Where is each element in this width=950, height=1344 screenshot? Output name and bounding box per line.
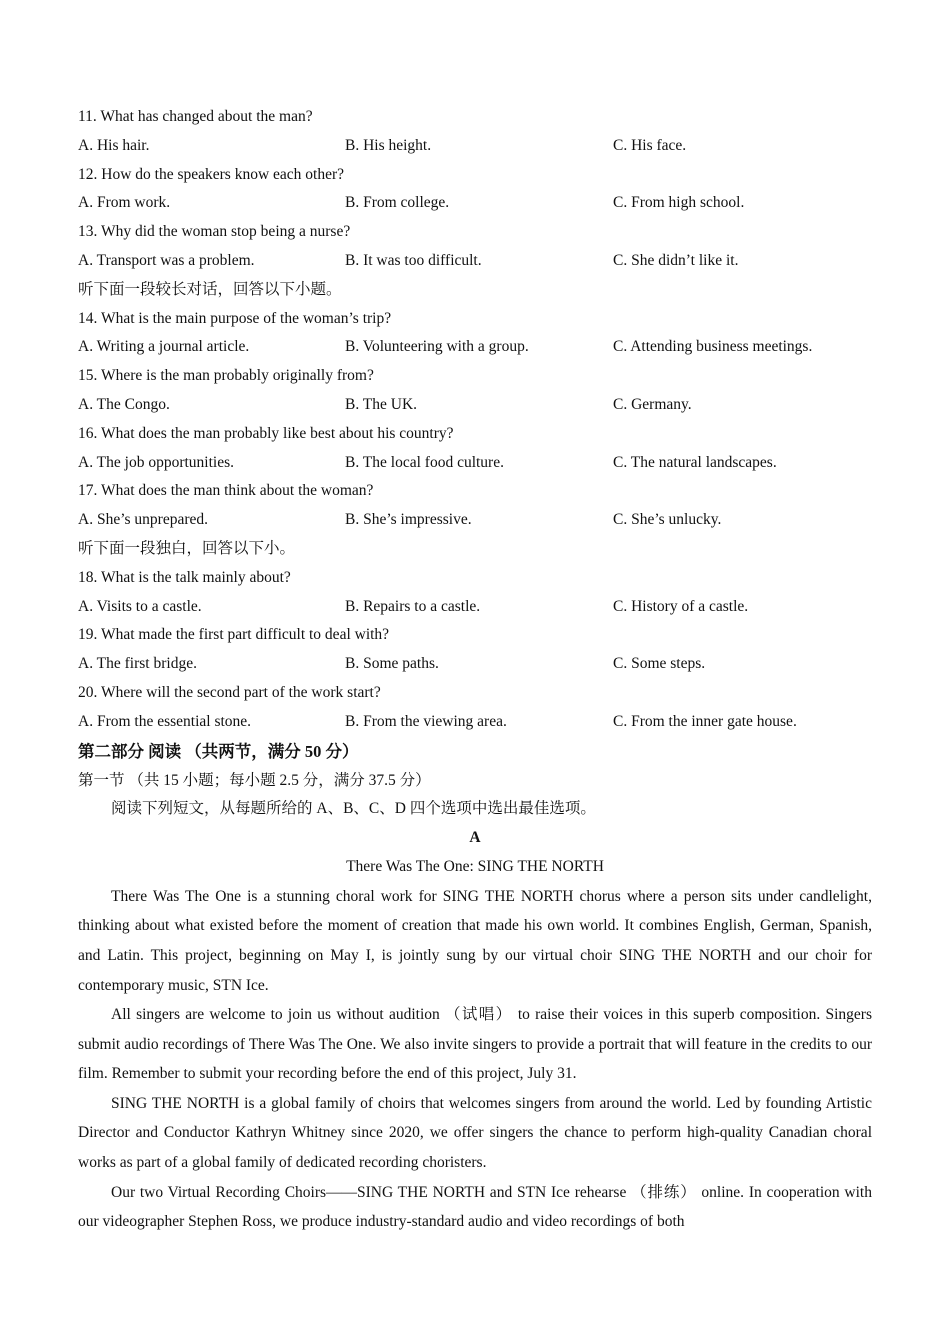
section-subheading: 第一节 （共 15 小题；每小题 2.5 分，满分 37.5 分） bbox=[78, 771, 431, 789]
option-c: C. Attending business meetings. bbox=[613, 338, 813, 356]
options-18 bbox=[78, 593, 872, 622]
option-b: B. Some paths. bbox=[345, 655, 439, 673]
passage-title: There Was The One: SING THE NORTH bbox=[346, 857, 604, 875]
option-a: A. The job opportunities. bbox=[78, 453, 234, 471]
option-c: C. From high school. bbox=[613, 194, 745, 212]
question-15: 15. Where is the man probably originally from? bbox=[78, 367, 374, 385]
section-heading: 第二部分 阅读 （共两节，满分 50 分） bbox=[78, 741, 359, 761]
passage-paragraph-4: Our two Virtual Recording Choirs——SING THE NORTH and STN Ice rehearse （排练） online. In cooperation with our videographer Stephen Ross, we produce industry-standard audio and video recordings of both bbox=[78, 1183, 872, 1231]
instruction-monologue: 听下面一段独白，回答以下小。 bbox=[78, 539, 296, 557]
option-b: B. From college. bbox=[345, 194, 450, 212]
option-c: C. From the inner gate house. bbox=[613, 712, 797, 730]
exam-page bbox=[78, 103, 872, 1237]
instruction-dialogue: 听下面一段较长对话，回答以下小题。 bbox=[78, 280, 342, 298]
option-a: A. His hair. bbox=[78, 136, 150, 154]
options-19 bbox=[78, 650, 872, 679]
option-a: A. From work. bbox=[78, 194, 171, 212]
options-15 bbox=[78, 391, 872, 420]
options-14 bbox=[78, 333, 872, 362]
option-a: A. The Congo. bbox=[78, 395, 170, 413]
options-13 bbox=[78, 247, 872, 276]
question-12: 12. How do the speakers know each other? bbox=[78, 165, 344, 183]
option-a: A. The first bridge. bbox=[78, 655, 197, 673]
option-b: B. From the viewing area. bbox=[345, 712, 507, 730]
options-16 bbox=[78, 449, 872, 478]
passage-paragraph-1: There Was The One is a stunning choral work for SING THE NORTH chorus where a person sits under candlelight, thinking about what existed before the moment of creation that made his own world. It combines English, German, Spanish, and Latin. This project, beginning on May I, is jointly sung by our virtual choir SING THE NORTH and our choir for contemporary music, STN Ice. bbox=[78, 887, 872, 994]
question-11: 11. What has changed about the man? bbox=[78, 108, 313, 125]
option-b: B. The UK. bbox=[345, 395, 418, 413]
passage-paragraph-2: All singers are welcome to join us without audition （试唱） to raise their voices in this superb composition. Singers submit audio recordings of There Was The One. We also invite singers to provide a portrait that will feature in the credits to our film. Remember to submit your recording before the end of this project, July 31. bbox=[78, 1006, 872, 1083]
passage-letter: A bbox=[469, 829, 481, 847]
option-a: A. She’s unprepared. bbox=[78, 511, 208, 529]
option-c: C. Some steps. bbox=[613, 655, 706, 673]
question-block-18-20 bbox=[78, 564, 872, 737]
option-c: C. History of a castle. bbox=[613, 597, 749, 615]
options-20 bbox=[78, 708, 872, 737]
option-b: B. Repairs to a castle. bbox=[345, 597, 481, 615]
option-a: A. From the essential stone. bbox=[78, 712, 252, 730]
question-20: 20. Where will the second part of the work start? bbox=[78, 683, 381, 701]
question-13: 13. Why did the woman stop being a nurse? bbox=[78, 223, 351, 241]
options-11 bbox=[78, 132, 872, 161]
options-17 bbox=[78, 506, 872, 535]
question-14: 14. What is the main purpose of the woman’s trip? bbox=[78, 309, 392, 327]
passage-paragraph-3: SING THE NORTH is a global family of choirs that welcomes singers from around the world. Led by founding Artistic Director and Conductor Kathryn Whitney since 2020, we offer singers the chance to perform high-quality Canadian choral works as part of a global family of dedicated recording choristers. bbox=[78, 1094, 872, 1172]
option-b: B. It was too difficult. bbox=[345, 251, 482, 269]
option-c: C. The natural landscapes. bbox=[613, 453, 777, 471]
option-b: B. The local food culture. bbox=[345, 453, 504, 471]
option-b: B. His height. bbox=[345, 136, 432, 154]
question-18: 18. What is the talk mainly about? bbox=[78, 568, 291, 586]
option-a: A. Visits to a castle. bbox=[78, 597, 202, 615]
question-block-11-13 bbox=[78, 103, 872, 276]
option-c: C. Germany. bbox=[613, 395, 692, 413]
option-a: A. Transport was a problem. bbox=[78, 251, 255, 269]
question-19: 19. What made the first part difficult to deal with? bbox=[78, 626, 390, 644]
option-a: A. Writing a journal article. bbox=[78, 338, 250, 356]
passage-body bbox=[78, 882, 872, 1237]
option-c: C. She didn’t like it. bbox=[613, 251, 739, 269]
reading-instruction: 阅读下列短文，从每题所给的 A、B、C、D 四个选项中选出最佳选项。 bbox=[111, 800, 596, 818]
question-17: 17. What does the man think about the woman? bbox=[78, 482, 374, 500]
question-block-14-17 bbox=[78, 305, 872, 535]
option-c: C. His face. bbox=[613, 136, 687, 154]
option-b: B. Volunteering with a group. bbox=[345, 338, 529, 356]
option-c: C. She’s unlucky. bbox=[613, 511, 722, 529]
option-b: B. She’s impressive. bbox=[345, 511, 472, 529]
question-16: 16. What does the man probably like best about his country? bbox=[78, 424, 454, 442]
options-12 bbox=[78, 189, 872, 218]
